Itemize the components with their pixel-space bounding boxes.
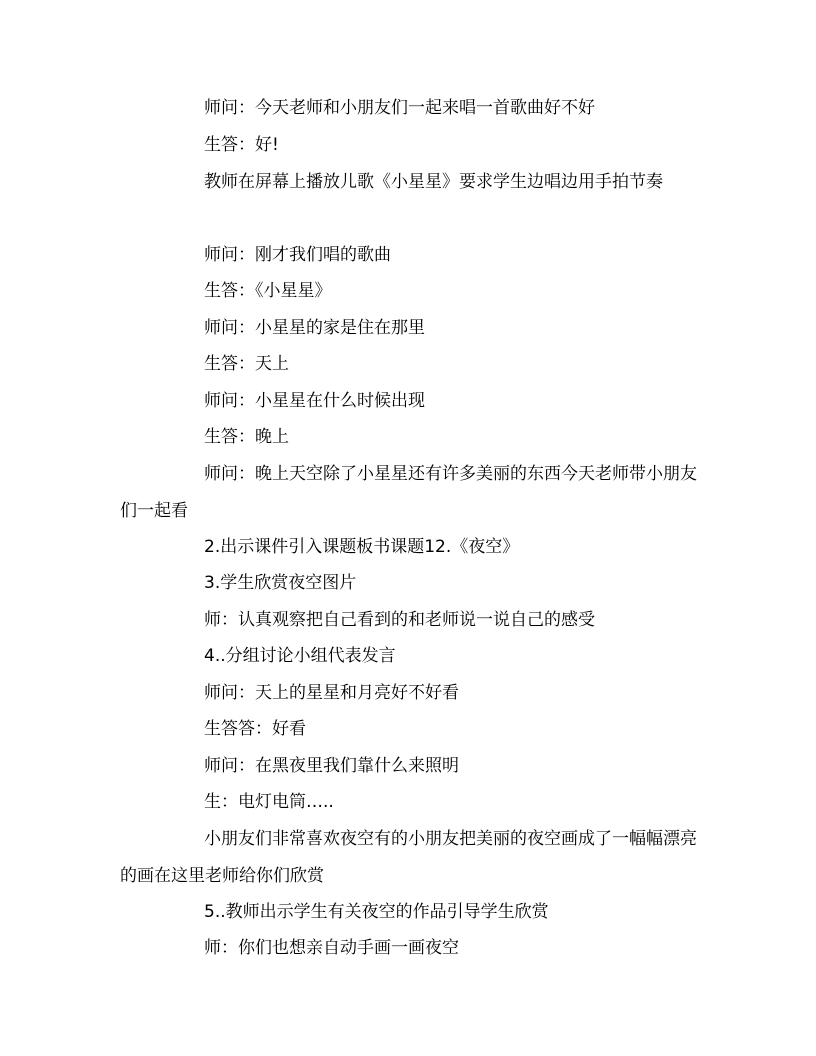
paragraph-1: 师问：今天老师和小朋友们一起来唱一首歌曲好不好 bbox=[204, 98, 595, 118]
paragraph-12: 3.学生欣赏夜空图片 bbox=[204, 573, 357, 593]
paragraph-14: 4..分组讨论小组代表发言 bbox=[204, 646, 396, 666]
paragraph-7: 生答：天上 bbox=[204, 354, 289, 374]
paragraph-21: 师：你们也想亲自动手画一画夜空 bbox=[204, 938, 459, 958]
paragraph-9: 生答：晚上 bbox=[204, 427, 289, 447]
paragraph-2: 生答：好! bbox=[204, 135, 279, 155]
paragraph-13: 师：认真观察把自己看到的和老师说一说自己的感受 bbox=[204, 610, 595, 630]
paragraph-10: 师问：晚上天空除了小星星还有许多美丽的东西今天老师带小朋友们一起看 bbox=[120, 464, 697, 521]
paragraph-17: 师问：在黑夜里我们靠什么来照明 bbox=[204, 756, 459, 776]
paragraph-4: 师问：刚才我们唱的歌曲 bbox=[204, 245, 391, 265]
paragraph-19: 小朋友们非常喜欢夜空有的小朋友把美丽的夜空画成了一幅幅漂亮的画在这里老师给你们欣赏 bbox=[120, 829, 697, 886]
paragraph-3: 教师在屏幕上播放儿歌《小星星》要求学生边唱边用手拍节奏 bbox=[204, 172, 663, 192]
paragraph-16: 生答答：好看 bbox=[204, 719, 306, 739]
paragraph-20: 5..教师出示学生有关夜空的作品引导学生欣赏 bbox=[204, 902, 549, 922]
paragraph-11: 2.出示课件引入课题板书课题12.《夜空》 bbox=[204, 537, 520, 557]
paragraph-8: 师问：小星星在什么时候出现 bbox=[204, 391, 425, 411]
paragraph-18: 生：电灯电筒….. bbox=[204, 792, 334, 812]
paragraph-6: 师问：小星星的家是住在那里 bbox=[204, 318, 425, 338]
paragraph-5: 生答：《小星星》 bbox=[204, 281, 332, 301]
paragraph-15: 师问：天上的星星和月亮好不好看 bbox=[204, 683, 459, 703]
